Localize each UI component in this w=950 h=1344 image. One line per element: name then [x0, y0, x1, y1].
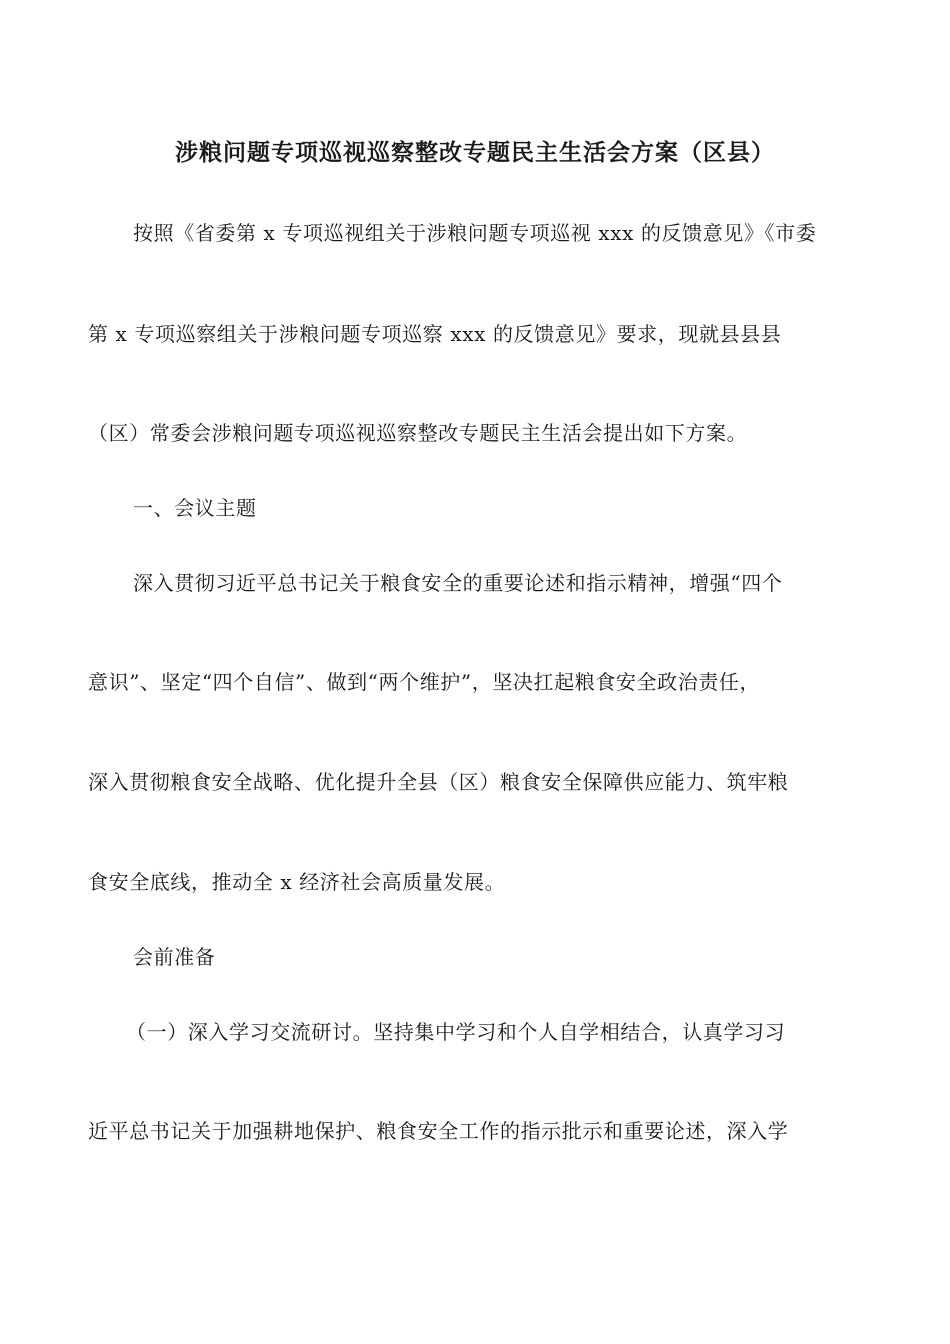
- paragraph-line: （区）常委会涉粮问题专项巡视巡察整改专题民主生活会提出如下方案。: [88, 421, 748, 445]
- paragraph-line: 食安全底线，推动全 x 经济社会高质量发展。: [88, 870, 506, 894]
- paragraph-line: 按照《省委第 x 专项巡视组关于涉粮问题专项巡视 xxx 的反馈意见》《市委: [133, 221, 817, 245]
- document-title: 涉粮问题专项巡视巡察整改专题民主生活会方案（区县）: [175, 139, 775, 166]
- section-heading: 会前准备: [133, 945, 216, 969]
- paragraph-line: 第 x 专项巡察组关于涉粮问题专项巡察 xxx 的反馈意见》要求，现就县县县: [88, 322, 782, 346]
- paragraph-line: 深入贯彻习近平总书记关于粮食安全的重要论述和指示精神，增强“四个: [133, 571, 783, 595]
- paragraph-line: （一）深入学习交流研讨。坚持集中学习和个人自学相结合，认真学习习: [126, 1020, 786, 1044]
- paragraph-line: 意识”、坚定“四个自信”、做到“两个维护”，坚决扛起粮食安全政治责任，: [88, 670, 761, 694]
- section-heading: 一、会议主题: [133, 496, 257, 520]
- paragraph-line: 近平总书记关于加强耕地保护、粮食安全工作的指示批示和重要论述，深入学: [88, 1119, 789, 1143]
- paragraph-line: 深入贯彻粮食安全战略、优化提升全县（区）粮食安全保障供应能力、筑牢粮: [88, 770, 789, 794]
